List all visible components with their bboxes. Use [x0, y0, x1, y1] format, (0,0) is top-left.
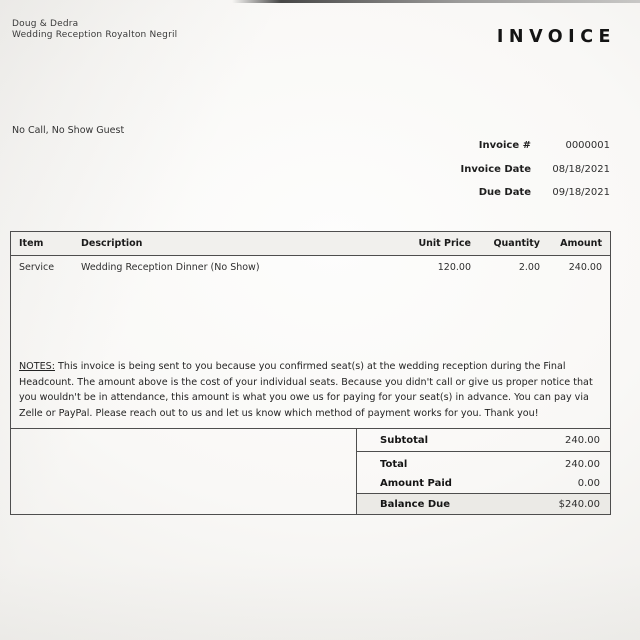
- amount-paid-value: 0.00: [577, 478, 600, 489]
- balance-due-value: $240.00: [558, 498, 600, 510]
- invoice-date-label: Invoice Date: [460, 163, 531, 175]
- items-table: [10, 231, 611, 515]
- notes-label: NOTES:: [19, 361, 55, 372]
- amount-paid-label: Amount Paid: [380, 478, 452, 489]
- balance-due-label: Balance Due: [380, 498, 451, 510]
- total-value: 240.00: [565, 458, 600, 470]
- item-quantity-cell: 2.00: [518, 262, 540, 273]
- notes-paragraph: [19, 359, 605, 421]
- quantity-column-header: Quantity: [493, 238, 540, 249]
- due-date-label: Due Date: [478, 187, 531, 198]
- table-row: [11, 256, 610, 273]
- invoice-meta: [461, 140, 610, 211]
- total-row: [357, 452, 610, 474]
- items-table-header-row: [11, 232, 610, 256]
- invoice-date-value: 08/18/2021: [552, 163, 610, 175]
- due-date-value: 09/18/2021: [552, 187, 610, 198]
- due-date-row: [461, 187, 610, 199]
- subtotal-value: 240.00: [565, 434, 600, 446]
- total-label: Total: [380, 458, 408, 470]
- invoice-number-value: 0000001: [565, 140, 610, 151]
- notes-text: This invoice is being sent to you because you confirmed seat(s) at the wedding reception during the Final Headcount. The amount above is the cost of your individual seats. Because you didn't call or give us proper notice that you wouldn't be in attendance, this amount is what you owe us for paying for your seat(s) in advance. You can pay via Zelle or PayPal. Please reach out to us and let us know which method of payment works for you. Thank you!: [19, 361, 593, 419]
- item-amount-cell: 240.00: [568, 262, 602, 273]
- invoice-number-label: Invoice #: [478, 140, 531, 151]
- invoice-date-row: [461, 164, 610, 176]
- totals-empty-cell: [11, 429, 357, 514]
- amount-paid-row: [357, 474, 610, 494]
- guest-note: No Call, No Show Guest: [12, 125, 125, 136]
- item-column-header: Item: [19, 238, 44, 249]
- amount-column-header: Amount: [560, 238, 602, 249]
- unit-price-column-header: Unit Price: [418, 238, 471, 249]
- item-description-cell: Wedding Reception Dinner (No Show): [81, 262, 260, 273]
- invoice-number-row: [461, 140, 610, 152]
- sender-name: Doug & Dedra: [12, 19, 79, 29]
- item-type-cell: Service: [19, 262, 55, 273]
- subtotal-row: [357, 429, 610, 452]
- item-unit-price-cell: 120.00: [437, 262, 471, 273]
- sender-event: Wedding Reception Royalton Negril: [12, 30, 178, 40]
- subtotal-label: Subtotal: [380, 434, 429, 446]
- totals-section: [11, 428, 610, 514]
- sender-block: [12, 19, 177, 41]
- invoice-title: INVOICE: [496, 27, 616, 47]
- balance-due-row: [357, 494, 610, 514]
- photo-top-edge: [232, 0, 640, 3]
- description-column-header: Description: [81, 238, 143, 249]
- totals-column: [357, 429, 610, 514]
